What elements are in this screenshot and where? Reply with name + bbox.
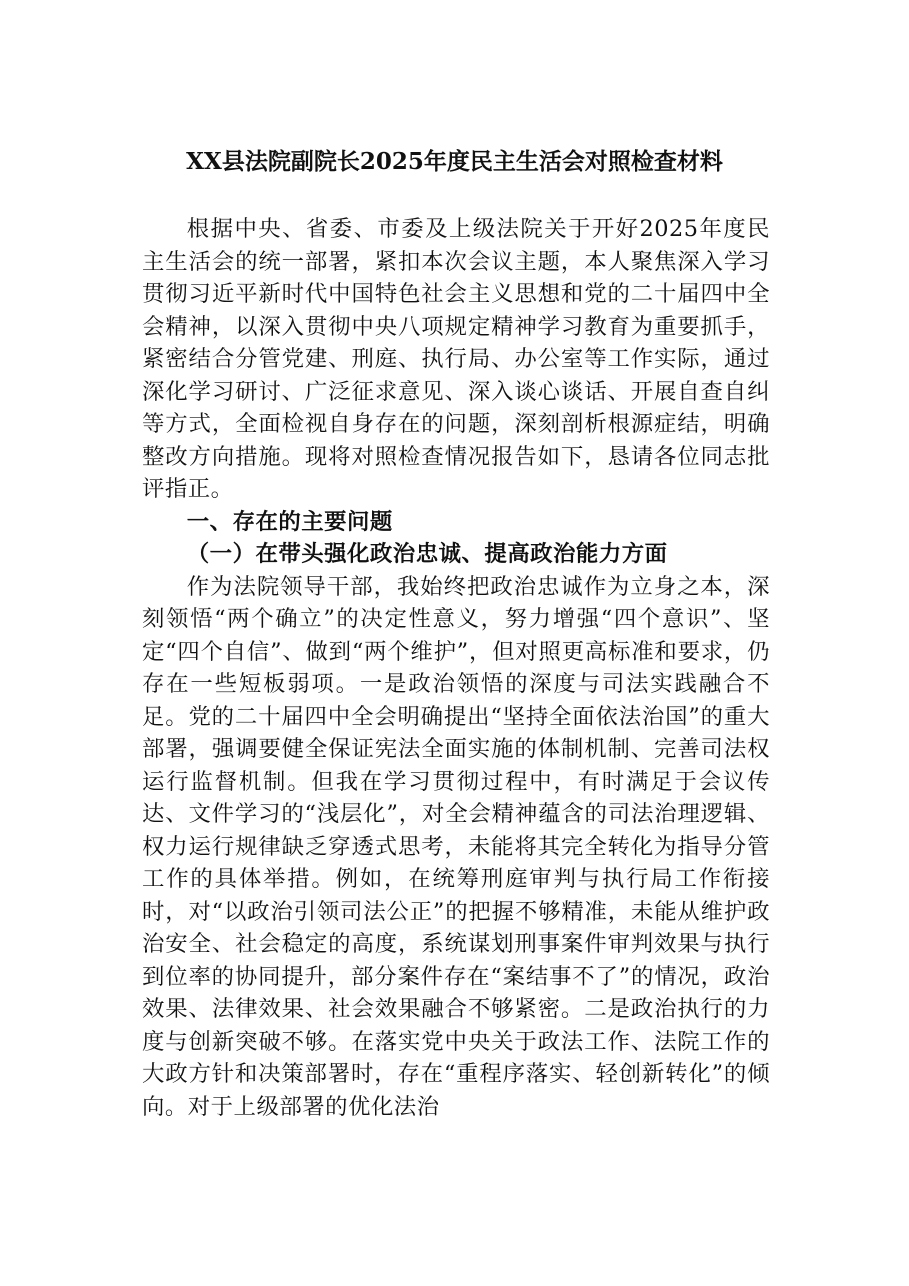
subsection-heading: （一）在带头强化政治忠诚、提高政治能力方面 — [186, 541, 668, 567]
document-title: XX县法院副院长2025年度民主生活会对照检查材料 — [186, 148, 723, 175]
document-body — [142, 213, 770, 1123]
section-heading: 一、存在的主要问题 — [186, 508, 393, 535]
intro-paragraph: 根据中央、省委、市委及上级法院关于开好2025年度民主生活会的统一部署，紧扣本次会议主题，本人聚焦深入学习贯彻习近平新时代中国特色社会主义思想和党的二十届四中全会精神，以深入贯彻中央八项规定精神学习教育为重要抓手，紧密结合分管党建、刑庭、执行局、办公室等工作实际，通过深化学习研讨、广泛征求意见、深入谈心谈话、开展自查自纠等方式，全面检视自身存在的问题，深刻剖析根源症结，明确整改方向措施。现将对照检查情况报告如下，恳请各位同志批评指正。 — [142, 216, 770, 502]
subsection-paragraph: 作为法院领导干部，我始终把政治忠诚作为立身之本，深刻领悟“两个确立”的决定性意义，努力增强“四个意识”、坚定“四个自信”、做到“两个维护”，但对照更高标准和要求，仍存在一些短板弱项。一是政治领悟的深度与司法实践融合不足。党的二十届四中全会明确提出“坚持全面依法治国”的重大部署，强调要健全保证宪法全面实施的体制机制、完善司法权运行监督机制。但我在学习贯彻过程中，有时满足于会议传达、文件学习的“浅层化”，对全会精神蕴含的司法治理逻辑、权力运行规律缺乏穿透式思考，未能将其完全转化为指导分管工作的具体举措。例如，在统筹刑庭审判与执行局工作衔接时，对“以政治引领司法公正”的把握不够精准，未能从维护政治安全、社会稳定的高度，系统谋划刑事案件审判效果与执行到位率的协同提升，部分案件存在“案结事不了”的情况，政治效果、法律效果、社会效果融合不够紧密。二是政治执行的力度与创新突破不够。在落实党中央关于政法工作、法院工作的大政方针和决策部署时，存在“重程序落实、轻创新转化”的倾向。对于上级部署的优化法治 — [142, 573, 770, 1120]
